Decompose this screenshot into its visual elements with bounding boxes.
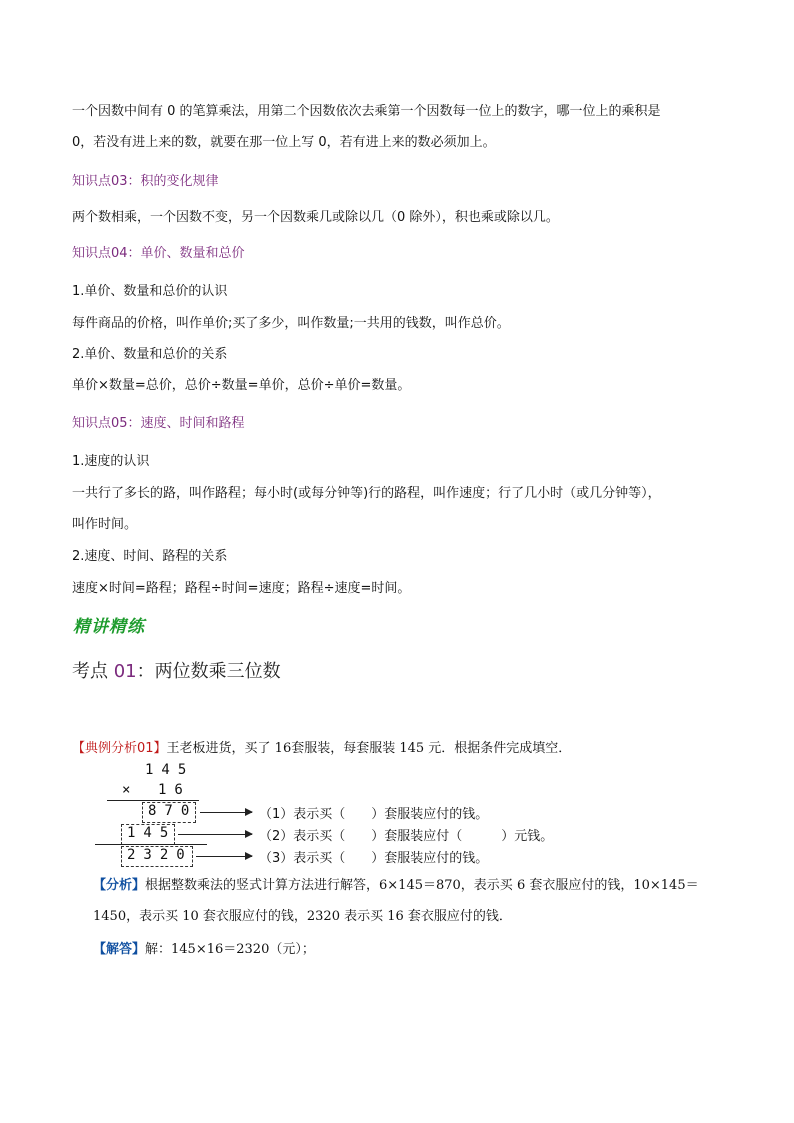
calc-times-sign: × — [122, 782, 139, 798]
kp03-title: 知识点03：积的变化规律 — [72, 174, 219, 189]
kp03-text: 两个数相乘，一个因数不变，另一个因数乘几或除以几（0 除外），积也乘或除以几。 — [72, 210, 559, 225]
kp04-text1: 每件商品的价格，叫作单价;买了多少，叫作数量;一共用的钱数，叫作总价。 — [72, 316, 510, 331]
kp05-text1a: 一共行了多长的路，叫作路程；每小时(或每分钟等)行的路程，叫作速度；行了几小时（或几分钟等）， — [72, 486, 661, 501]
kp04-sub1: 1.单价、数量和总价的认识 — [72, 284, 228, 299]
answer-text: 解：145×16＝2320（元）； — [145, 942, 315, 957]
intro-line-2: 0，若没有进上来的数，就要在那一位上写 0，若有进上来的数必须加上。 — [72, 135, 496, 150]
analysis-line-2: 1450，表示买 10 套衣服应付的钱，2320 表示买 16 套衣服应付的钱． — [93, 909, 512, 924]
calc-result: 2320 — [127, 847, 193, 863]
kaodian-heading — [72, 657, 281, 683]
kp04-sub2: 2.单价、数量和总价的关系 — [72, 347, 228, 362]
annotation-2: （2）表示买（ ）套服装应付（ ）元钱。 — [259, 829, 554, 844]
kp05-text1b: 叫作时间。 — [72, 517, 138, 532]
kp05-sub1: 1.速度的认识 — [72, 454, 150, 469]
kaodian-number: 01 — [113, 661, 137, 682]
kp04-text2: 单价×数量=总价，总价÷数量=单价，总价÷单价=数量。 — [72, 378, 411, 393]
analysis-tag: 【分析】 — [93, 878, 146, 893]
arrow-1 — [200, 812, 252, 813]
calc-rule-top — [107, 800, 199, 801]
kp05-text2: 速度×时间=路程；路程÷时间=速度；路程÷速度=时间。 — [72, 581, 411, 596]
kaodian-prefix: 考点 — [72, 661, 114, 682]
annotation-1: （1）表示买（ ）套服装应付的钱。 — [259, 807, 489, 822]
kaodian-rest: ：两位数乘三位数 — [136, 661, 281, 682]
example-question: 王老板进货，买了 16套服装，每套服装 145 元．根据条件完成填空． — [166, 741, 572, 756]
calc-partial2: 145 — [127, 825, 177, 841]
answer-line — [93, 941, 315, 959]
intro-line-1: 一个因数中间有 0 的笔算乘法，用第二个因数依次去乘第一个因数每一位上的数字，哪一位上的乘积是 — [72, 104, 661, 119]
calc-multiplier: 16 — [158, 782, 191, 798]
annotation-3: （3）表示买（ ）套服装应付的钱。 — [259, 851, 489, 866]
analysis-line-1 — [93, 877, 699, 895]
calc-partial1: 870 — [148, 803, 198, 819]
calc-multiplicand: 145 — [145, 762, 195, 778]
example-title — [72, 737, 571, 756]
example-tag: 【典例分析01】 — [72, 741, 167, 756]
analysis-text-1: 根据整数乘法的竖式计算方法进行解答，6×145＝870，表示买 6 套衣服应付的钱，10×145＝ — [145, 878, 699, 893]
section-banner: 精讲精练 — [73, 617, 145, 637]
kp04-title: 知识点04：单价、数量和总价 — [72, 246, 245, 261]
kp05-title: 知识点05：速度、时间和路程 — [72, 416, 245, 431]
kp05-sub2: 2.速度、时间、路程的关系 — [72, 549, 228, 564]
answer-tag: 【解答】 — [93, 942, 146, 957]
arrow-2 — [178, 834, 252, 835]
arrow-3 — [196, 856, 252, 857]
calc-rule-bottom — [95, 844, 207, 845]
